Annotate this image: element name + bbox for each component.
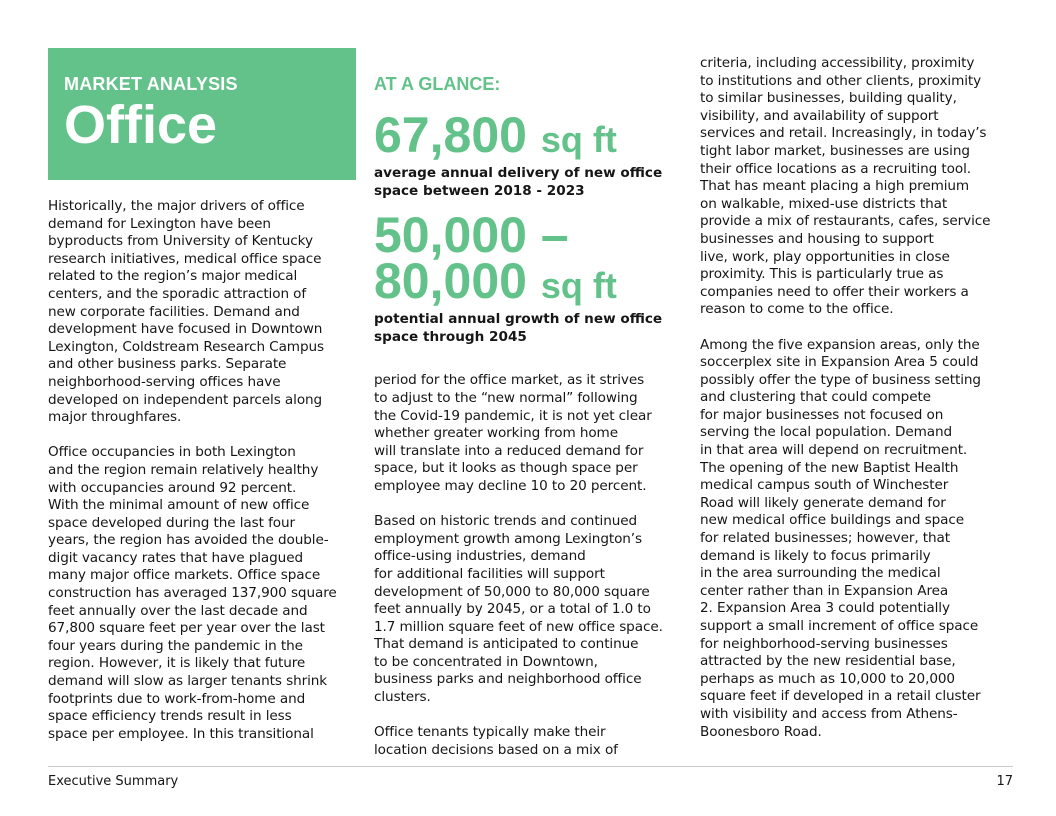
stat-unit: sq ft	[540, 119, 617, 160]
column-2	[374, 48, 682, 759]
page-title: Office	[64, 95, 218, 155]
stat-value: 50,000 – 80,000	[374, 207, 569, 310]
stat-caption: potential annual growth of new office space through 2045	[374, 311, 663, 345]
page-number: 17	[996, 774, 1013, 789]
paragraph-spacer	[48, 427, 356, 445]
at-a-glance-label: AT A GLANCE:	[374, 74, 501, 94]
body-paragraph: Among the five expansion areas, only the soccerplex site in Expansion Area 5 could possibly offer the type of business setting and clustering that could compete for major businesses not focused on serving the local population. Demand in that area will depend on recruitment. The opening of the new Baptist Health medical campus south of Winchester Road will likely generate demand for new medical office buildings and space for related businesses; however, that demand is likely to focus primarily in the area surrounding the medical center rather than in Expansion Area 2. Expansion Area 3 could potentially support a small increment of office space for neighborhood-serving businesses attracted by the new residential base, perhaps as much as 10,000 to 20,000 square feet if developed in a retail cluster with visibility and access from Athens- Boonesboro Road.	[700, 336, 981, 740]
footer-section-name: Executive Summary	[48, 774, 179, 789]
column-3	[700, 55, 1008, 741]
section-title-box	[48, 48, 356, 180]
stat-unit: sq ft	[540, 265, 617, 307]
stat-potential-growth	[374, 207, 682, 310]
body-paragraph: Historically, the major drivers of office demand for Lexington have been byproducts from University of Kentucky research initiatives, medical office space related to the region’s major medical centers, and the sporadic attraction of new corporate facilities. Demand and development have focused in Downtown Lexington, Coldstream Research Campus and other business parks. Separate neighborhood-serving offices have developed on independent parcels along major throughfares.	[48, 198, 324, 426]
body-paragraph: Based on historic trends and continued employment growth among Lexington’s office-using industries, demand for additional facilities will support development of 50,000 to 80,000 square feet annually by 2045, or a total of 1.0 to 1.7 million square feet of new office space. That demand is anticipated to continue to be concentrated in Downtown, business parks and neighborhood office clusters.	[374, 513, 663, 706]
footer-divider	[48, 766, 1013, 767]
stat-value: 67,800	[374, 107, 527, 163]
body-paragraph: Office tenants typically make their location decisions based on a mix of	[374, 724, 618, 758]
stat-caption: average annual delivery of new office space between 2018 - 2023	[374, 165, 663, 199]
body-paragraph: period for the office market, as it strives to adjust to the “new normal” following the Covid-19 pandemic, it is not yet clear whether greater working from home will translate into a reduced demand for space, but it looks as though space per employee may decline 10 to 20 percent.	[374, 372, 652, 494]
stat-annual-delivery	[374, 107, 682, 163]
paragraph-spacer	[700, 319, 1008, 337]
paragraph-spacer	[374, 496, 682, 514]
body-paragraph: Office occupancies in both Lexington and the region remain relatively healthy with occupancies around 92 percent. With the minimal amount of new office space developed during the last four years, the region has avoided the double- digit vacancy rates that have plagued many major office markets. Office space construction has averaged 137,900 square feet annually over the last decade and 67,800 square feet per year over the last four years during the pandemic in the region. However, it is likely that future demand will slow as larger tenants shrink footprints due to work-from-home and space efficiency trends result in less space per employee. In this transitional	[48, 444, 337, 742]
body-paragraph: criteria, including accessibility, proximity to institutions and other clients, proximity to similar businesses, building quality, visibility, and availability of support services and retail. Increasingly, in today’s tight labor market, businesses are using their office locations as a recruiting tool. That has meant placing a high premium on walkable, mixed-use districts that provide a mix of restaurants, cafes, service businesses and housing to support live, work, play opportunities in close proximity. This is particularly true as companies need to offer their workers a reason to come to the office.	[700, 55, 991, 318]
paragraph-spacer	[374, 707, 682, 725]
column-1	[48, 48, 356, 743]
section-eyebrow: MARKET ANALYSIS	[64, 74, 238, 94]
